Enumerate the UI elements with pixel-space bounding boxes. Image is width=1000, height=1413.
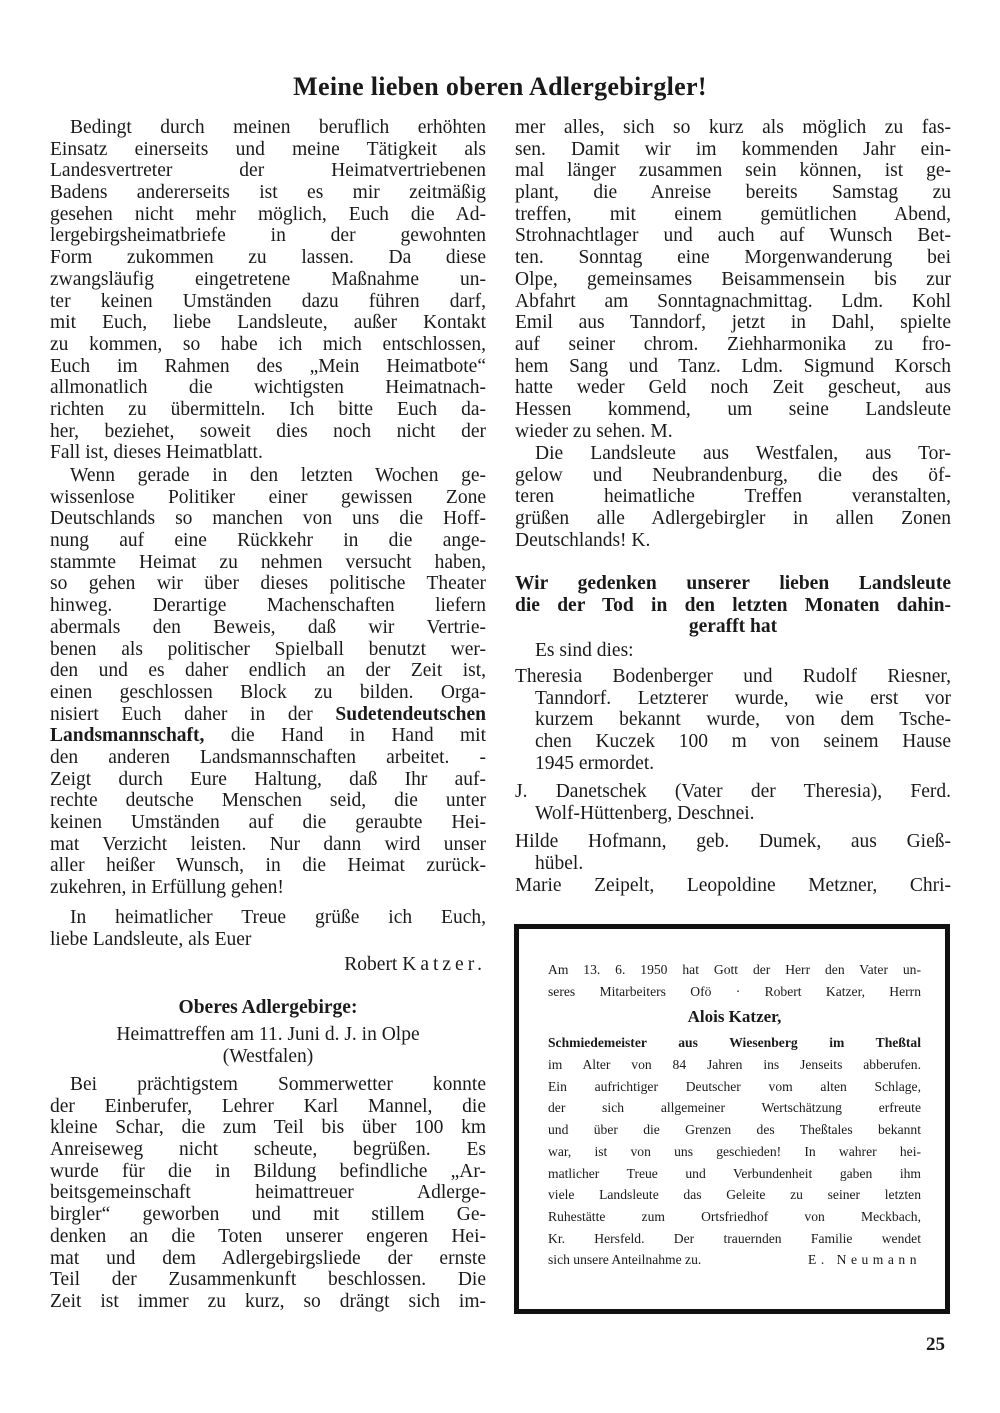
text-line: nung auf eine Rückkehr in die ange- bbox=[50, 530, 486, 552]
text-line: Marie Zeipelt, Leopoldine Metzner, Chri- bbox=[515, 875, 951, 896]
text-line: Am 13. 6. 1950 hat Gott der Herr den Vater un- bbox=[548, 962, 921, 977]
text-line: hinweg. Derartige Machenschaften liefern bbox=[50, 595, 486, 617]
text-line: so gehen wir über dieses politische Theater bbox=[50, 573, 486, 595]
deceased-item bbox=[515, 666, 951, 774]
text-line: chen Kuczek 100 m von seinem Hause bbox=[535, 731, 951, 753]
text-line: Deutschlands! K. bbox=[515, 529, 651, 551]
signature-last-name: Katzer. bbox=[402, 954, 486, 975]
text-line: den und es daher endlich an der Zeit ist, bbox=[50, 660, 486, 682]
text-line: Kr. Hersfeld. Der trauernden Familie wendet bbox=[548, 1230, 921, 1246]
text-line: Zeit ist immer zu kurz, so drängt sich im- bbox=[50, 1290, 486, 1312]
signature-first-name: Robert bbox=[344, 954, 398, 975]
text-line: der sich allgemeiner Wertschätzung erfreute bbox=[548, 1100, 921, 1116]
text-line: Deutschlands so manchen von uns die Hoff- bbox=[50, 508, 486, 530]
text-line: Abfahrt am Sonntagnachmittag. Ldm. Kohl bbox=[515, 290, 951, 312]
text-line: im Alter von 84 Jahren ins Jenseits abberufen. bbox=[548, 1057, 921, 1073]
text-line: Zeigt durch Eure Haltung, daß Ihr auf- bbox=[50, 768, 486, 790]
event-place: (Westfalen) bbox=[222, 1046, 314, 1067]
text-line: treffen, mit einem gemütlichen Abend, bbox=[515, 203, 951, 225]
text-line: Tanndorf. Letzterer wurde, wie erst vor bbox=[535, 687, 951, 709]
paragraph-westfalen bbox=[515, 443, 951, 551]
text-line: wurde für die in Bildung befindliche „Ar- bbox=[50, 1160, 486, 1182]
text-line: hübel. bbox=[535, 852, 584, 874]
text-line: Ein aufrichtiger Deutscher vom alten Schlage, bbox=[548, 1078, 921, 1094]
text-segment: nisiert Euch daher in der bbox=[50, 703, 336, 725]
obituary-text bbox=[548, 959, 921, 1271]
deceased-item bbox=[515, 831, 951, 874]
text-line: Euch im Rahmen des „Mein Heimatbote“ bbox=[50, 355, 486, 377]
text-line: der Einberufer, Lehrer Karl Mannel, die bbox=[50, 1095, 486, 1117]
text-line: wissenlose Politiker einer gewissen Zone bbox=[50, 486, 486, 508]
text-line: birgler“ geworben und mit stillem Ge- bbox=[50, 1204, 486, 1226]
text-line: gelow und Neubrandenburg, die des öf- bbox=[515, 464, 951, 486]
text-line: mal länger zusammen sein können, ist ge- bbox=[515, 160, 951, 182]
text-line: Olpe, gemeinsames Beisammensein bis zur bbox=[515, 268, 951, 290]
text-line: Teil der Zusammenkunft beschlossen. Die bbox=[50, 1269, 486, 1291]
page-title: Meine lieben oberen Adlergebirgler! bbox=[293, 72, 707, 101]
text-line: In heimatlicher Treue grüße ich Euch, bbox=[70, 907, 486, 928]
text-line: einen geschlossen Block zu bilden. Orga- bbox=[50, 681, 486, 703]
event-title: Heimattreffen am 11. Juni d. J. in Olpe bbox=[116, 1024, 420, 1045]
text-line: mat Verzicht leisten. Nur dann wird unser bbox=[50, 833, 486, 855]
text-line: Hilde Hofmann, geb. Dumek, aus Gieß- bbox=[515, 831, 951, 852]
text-line: Wir gedenken unserer lieben Landsleute bbox=[515, 573, 951, 594]
text-line: richten zu übermitteln. Ich bitte Euch da- bbox=[50, 398, 486, 420]
obituary-body bbox=[548, 1054, 921, 1249]
text-segment: die Hand in Hand mit bbox=[204, 725, 486, 747]
text-line: Form zukommen zu lassen. Da diese bbox=[50, 247, 486, 269]
text-line: mit Euch, liebe Landsleute, außer Kontakt bbox=[50, 312, 486, 334]
memorial-intro: Es sind dies: bbox=[535, 640, 634, 661]
text-line: den anderen Landsmannschaften arbeitet. - bbox=[50, 746, 486, 768]
text-line: Bei prächtigstem Sommerwetter konnte bbox=[70, 1074, 486, 1095]
paragraph-intro bbox=[50, 117, 486, 464]
text-line: auf seiner chrom. Ziehharmonika zu fro- bbox=[515, 333, 951, 355]
text-line: hatte weder Geld noch Zeit gescheut, aus bbox=[515, 377, 951, 399]
text-line: Ruhestätte zum Ortsfriedhof von Meckbach, bbox=[548, 1208, 921, 1224]
text-line: Die Landsleute aus Westfalen, aus Tor- bbox=[535, 443, 951, 464]
text-line: Einsatz einerseits und meine Tätigkeit als bbox=[50, 138, 486, 160]
text-line: viele Landsleute das Geleite zu seiner letzten bbox=[548, 1187, 921, 1203]
obituary-author: E. Neumann bbox=[808, 1252, 921, 1268]
text-line: her, beziehet, soweit dies noch nicht der bbox=[50, 420, 486, 442]
text-line: seres Mitarbeiters Ofö · Robert Katzer, Herrn bbox=[548, 983, 921, 999]
text-line: Landesvertreter der Heimatvertriebenen bbox=[50, 160, 486, 182]
text-line: zu kommen, so habe ich mich entschlossen, bbox=[50, 333, 486, 355]
text-line: keinen Umständen auf die geraubte Hei- bbox=[50, 812, 486, 833]
text-line: Theresia Bodenberger und Rudolf Riesner, bbox=[515, 666, 951, 687]
text-line: ter keinen Umständen dazu führen darf, bbox=[50, 290, 486, 312]
text-line: Bedingt durch meinen beruflich erhöhten bbox=[70, 117, 486, 138]
text-line: beitsgemeinschaft heimattreuer Adlerge- bbox=[50, 1182, 486, 1204]
text-line: war, ist von uns geschieden! In wahrer hei- bbox=[548, 1143, 921, 1159]
section-heading: Oberes Adlergebirge: bbox=[178, 997, 358, 1018]
memorial-heading bbox=[515, 573, 951, 638]
deceased-item bbox=[515, 875, 951, 897]
text-line: mer alles, sich so kurz als möglich zu fas- bbox=[515, 117, 951, 138]
paragraph-politics bbox=[50, 465, 486, 899]
text-line: aller heißer Wunsch, in die Heimat zurück- bbox=[50, 855, 486, 877]
obituary-intro bbox=[548, 959, 921, 1002]
bold-text: Landsmannschaft, bbox=[50, 725, 205, 747]
text-line: kurzem bekannt wurde, von dem Tsche- bbox=[535, 709, 951, 731]
bold-text: Sudetendeutschen bbox=[335, 703, 486, 725]
text-line: allmonatlich die wichtigsten Heimatnach- bbox=[50, 377, 486, 399]
obituary-last-line: sich unsere Anteilnahme zu. bbox=[548, 1252, 702, 1268]
text-line: matlicher Treue und Verbundenheit gaben ihm bbox=[548, 1165, 921, 1181]
text-line: Wolf-Hüttenberg, Deschnei. bbox=[535, 802, 755, 824]
obituary-occupation: Schmiedemeister aus Wiesenberg im Theßtal bbox=[548, 1035, 921, 1051]
text-line: zukehren, in Erfüllung gehen! bbox=[50, 877, 284, 899]
text-line: Fall ist, dieses Heimatblatt. bbox=[50, 442, 263, 464]
paragraph-greeting bbox=[50, 907, 486, 950]
text-line: liebe Landsleute, als Euer bbox=[50, 928, 252, 950]
text-line: die der Tod in den letzten Monaten dahin- bbox=[515, 594, 951, 616]
paragraph-event-report-cont bbox=[515, 117, 951, 442]
text-line: plant, die Anreise bereits Samstag zu bbox=[515, 182, 951, 204]
text-line: und über die Grenzen des Theßtales bekannt bbox=[548, 1122, 921, 1138]
text-line: teren heimatliche Treffen veranstalten, bbox=[515, 486, 951, 508]
text-line: gerafft hat bbox=[688, 616, 778, 638]
text-line: Wenn gerade in den letzten Wochen ge- bbox=[70, 465, 486, 486]
text-line: Badens andererseits ist es mir zeitmäßig bbox=[50, 182, 486, 204]
text-line: grüßen alle Adlergebirgler in allen Zonen bbox=[515, 508, 951, 530]
text-line: zwangsläufig eingetretene Maßnahme un- bbox=[50, 268, 486, 290]
text-line: kleine Schar, die zum Teil bis über 100 km bbox=[50, 1117, 486, 1139]
text-line: 1945 ermordet. bbox=[535, 752, 655, 774]
signature bbox=[50, 954, 508, 976]
text-line: gesehen nicht mehr möglich, Euch die Ad- bbox=[50, 203, 486, 225]
text-line: Hessen kommend, um seine Landsleute bbox=[515, 398, 951, 420]
text-line: Anreiseweg nicht scheute, begrüßen. Es bbox=[50, 1139, 486, 1161]
obituary-closing bbox=[548, 1249, 921, 1271]
text-line: lergebirgsheimatbriefe in der gewohnten bbox=[50, 225, 486, 247]
text-line bbox=[50, 725, 486, 747]
text-line bbox=[50, 704, 486, 726]
deceased-item bbox=[515, 781, 951, 824]
paragraph-event-report bbox=[50, 1074, 486, 1313]
obituary-name: Alois Katzer, bbox=[687, 1007, 782, 1027]
text-line: stammte Heimat zu nehmen versucht haben, bbox=[50, 551, 486, 573]
text-line: ten. Sonntag eine Morgenwanderung bei bbox=[515, 247, 951, 269]
text-line: Emil aus Tanndorf, jetzt in Dahl, spielte bbox=[515, 312, 951, 334]
text-line: J. Danetschek (Vater der Theresia), Ferd. bbox=[515, 781, 951, 802]
text-line: wieder zu sehen. M. bbox=[515, 420, 673, 442]
text-line: benen als politischer Spielball benutzt wer- bbox=[50, 638, 486, 660]
text-line: sen. Damit wir im kommenden Jahr ein- bbox=[515, 138, 951, 160]
text-line: denken an die Toten unserer engeren Hei- bbox=[50, 1225, 486, 1247]
text-line: rechte deutsche Menschen seid, die unter bbox=[50, 790, 486, 812]
text-line: mat und dem Adlergebirgsliede der ernste bbox=[50, 1247, 486, 1269]
text-line: hem Sang und Tanz. Ldm. Sigmund Korsch bbox=[515, 355, 951, 377]
page-number: 25 bbox=[926, 1334, 945, 1355]
text-line: abermals den Beweis, daß wir Vertrie- bbox=[50, 616, 486, 638]
text-line: Strohnachtlager und auch auf Wunsch Bet- bbox=[515, 225, 951, 247]
